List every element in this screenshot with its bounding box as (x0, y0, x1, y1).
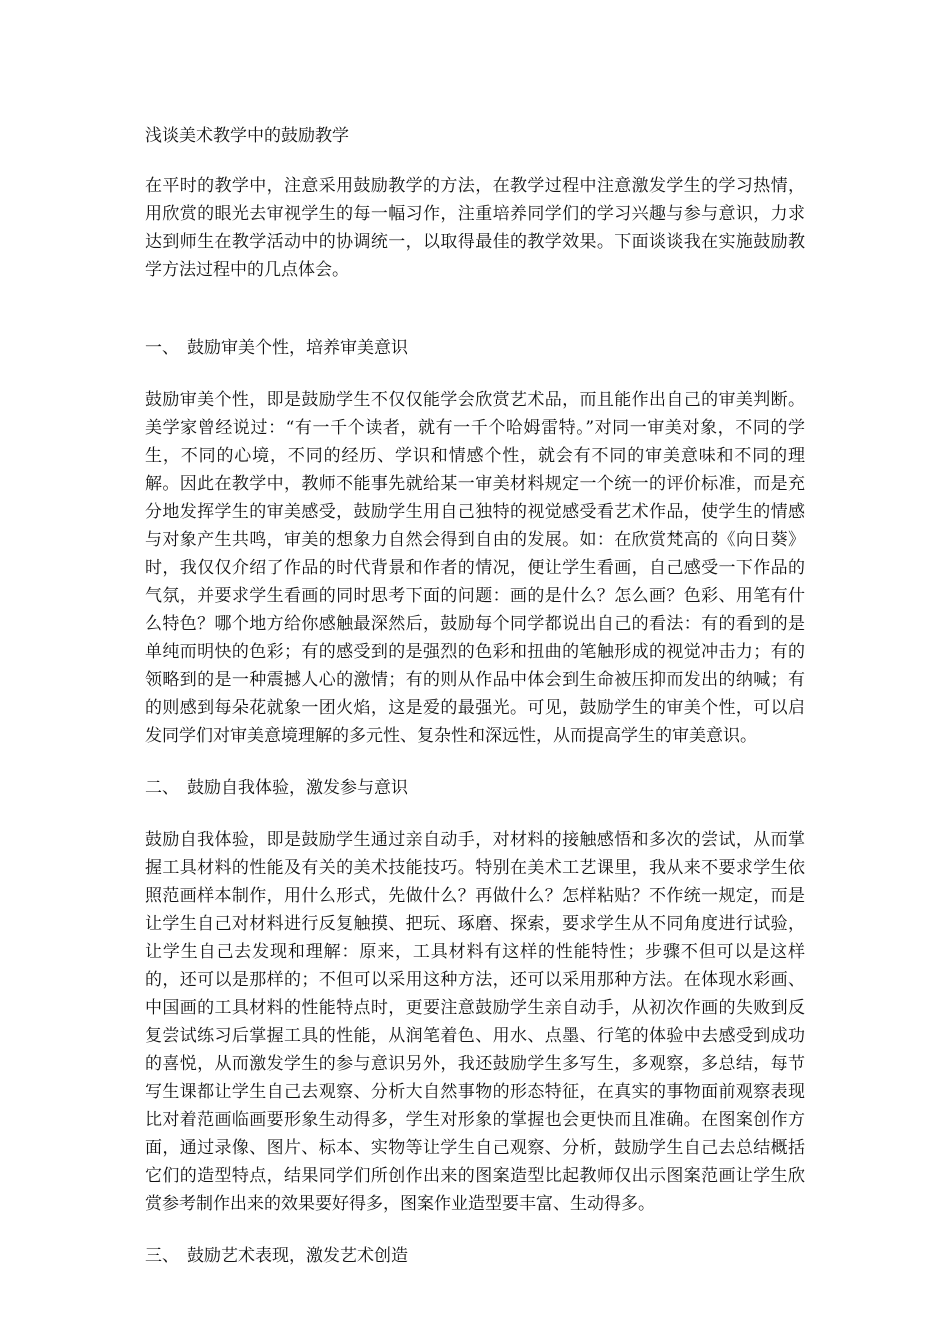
section-body: 鼓励审美个性，即是鼓励学生不仅仅能学会欣赏艺术品，而且能作出自己的审美判断。美学家曾经说过：“有一千个读者，就有一千个哈姆雷特。”对同一审美对象，不同的学生，不同的心境，不同的经历、学识和情感个性，就会有不同的审美意味和不同的理解。因此在教学中，教师不能事先就给某一审美材料规定一个统一的评价标准，而是充分地发挥学生的审美感受，鼓励学生用自己独特的视觉感受看艺术作品，使学生的情感与对象产生共鸣，审美的想象力自然会得到自由的发展。如：在欣赏梵高的《向日葵》时，我仅仅介绍了作品的时代背景和作者的情况，便让学生看画，自己感受一下作品的气氛，并要求学生看画的同时思考下面的问题：画的是什么？怎么画？色彩、用笔有什么特色？哪个地方给你感触最深然后，鼓励每个同学都说出自己的看法：有的看到的是单纯而明快的色彩；有的感受到的是强烈的色彩和扭曲的笔触形成的视觉冲击力；有的领略到的是一种震撼人心的激情；有的则从作品中体会到生命被压抑而发出的纳喊；有的则感到每朵花就象一团火焰，这是爱的最强光。可见，鼓励学生的审美个性，可以启发同学们对审美意境理解的多元性、复杂性和深远性，从而提高学生的审美意识。 (145, 390, 805, 746)
section-heading-text: 鼓励艺术表现，激发艺术创造 (187, 1246, 408, 1266)
section-number: 三、 (145, 1246, 179, 1266)
document-title: 浅谈美术教学中的鼓励教学 (145, 126, 349, 146)
section-body: 鼓励自我体验，即是鼓励学生通过亲自动手，对材料的接触感悟和多次的尝试，从而掌握工具材料的性能及有关的美术技能技巧。特别在美术工艺课里，我从来不要求学生依照范画样本制作，用什么形式，先做什么？再做什么？怎样粘贴？不作统一规定，而是让学生自己对材料进行反复触摸、把玩、琢磨、探索，要求学生从不同角度进行试验，让学生自己去发现和理解：原来，工具材料有这样的性能特性；步骤不但可以是这样的，还可以是那样的；不但可以采用这种方法，还可以采用那种方法。在体现水彩画、中国画的工具材料的性能特点时，更要注意鼓励学生亲自动手，从初次作画的失败到反复尝试练习后掌握工具的性能，从润笔着色、用水、点墨、行笔的体验中去感受到成功的喜悦，从而激发学生的参与意识另外，我还鼓励学生多写生，多观察，多总结，每节写生课都让学生自己去观察、分析大自然事物的形态特征，在真实的事物面前观察表现比对着范画临画要形象生动得多，学生对形象的掌握也会更快而且准确。在图案创作方面，通过录像、图片、标本、实物等让学生自己观察、分析，鼓励学生自己去总结概括它们的造型特点，结果同学们所创作出来的图案造型比起教师仅出示图案范画让学生欣赏参考制作出来的效果要好得多，图案作业造型要丰富、生动得多。 (145, 830, 805, 1214)
section-1 (145, 334, 805, 750)
document-page (145, 122, 805, 1294)
section-heading-text: 鼓励审美个性，培养审美意识 (187, 338, 408, 358)
section-heading (145, 334, 805, 362)
section-heading (145, 1242, 805, 1270)
section-number: 一、 (145, 338, 179, 358)
intro-paragraph: 在平时的教学中，注意采用鼓励教学的方法，在教学过程中注意激发学生的学习热情，用欣赏的眼光去审视学生的每一幅习作，注重培养同学们的学习兴趣与参与意识，力求达到师生在教学活动中的协调统一，以取得最佳的教学效果。下面谈谈我在实施鼓励教学方法过程中的几点体会。 (145, 176, 805, 280)
section-3 (145, 1242, 805, 1270)
section-heading (145, 774, 805, 802)
section-2 (145, 774, 805, 1218)
section-heading-text: 鼓励自我体验，激发参与意识 (187, 778, 408, 798)
section-number: 二、 (145, 778, 179, 798)
